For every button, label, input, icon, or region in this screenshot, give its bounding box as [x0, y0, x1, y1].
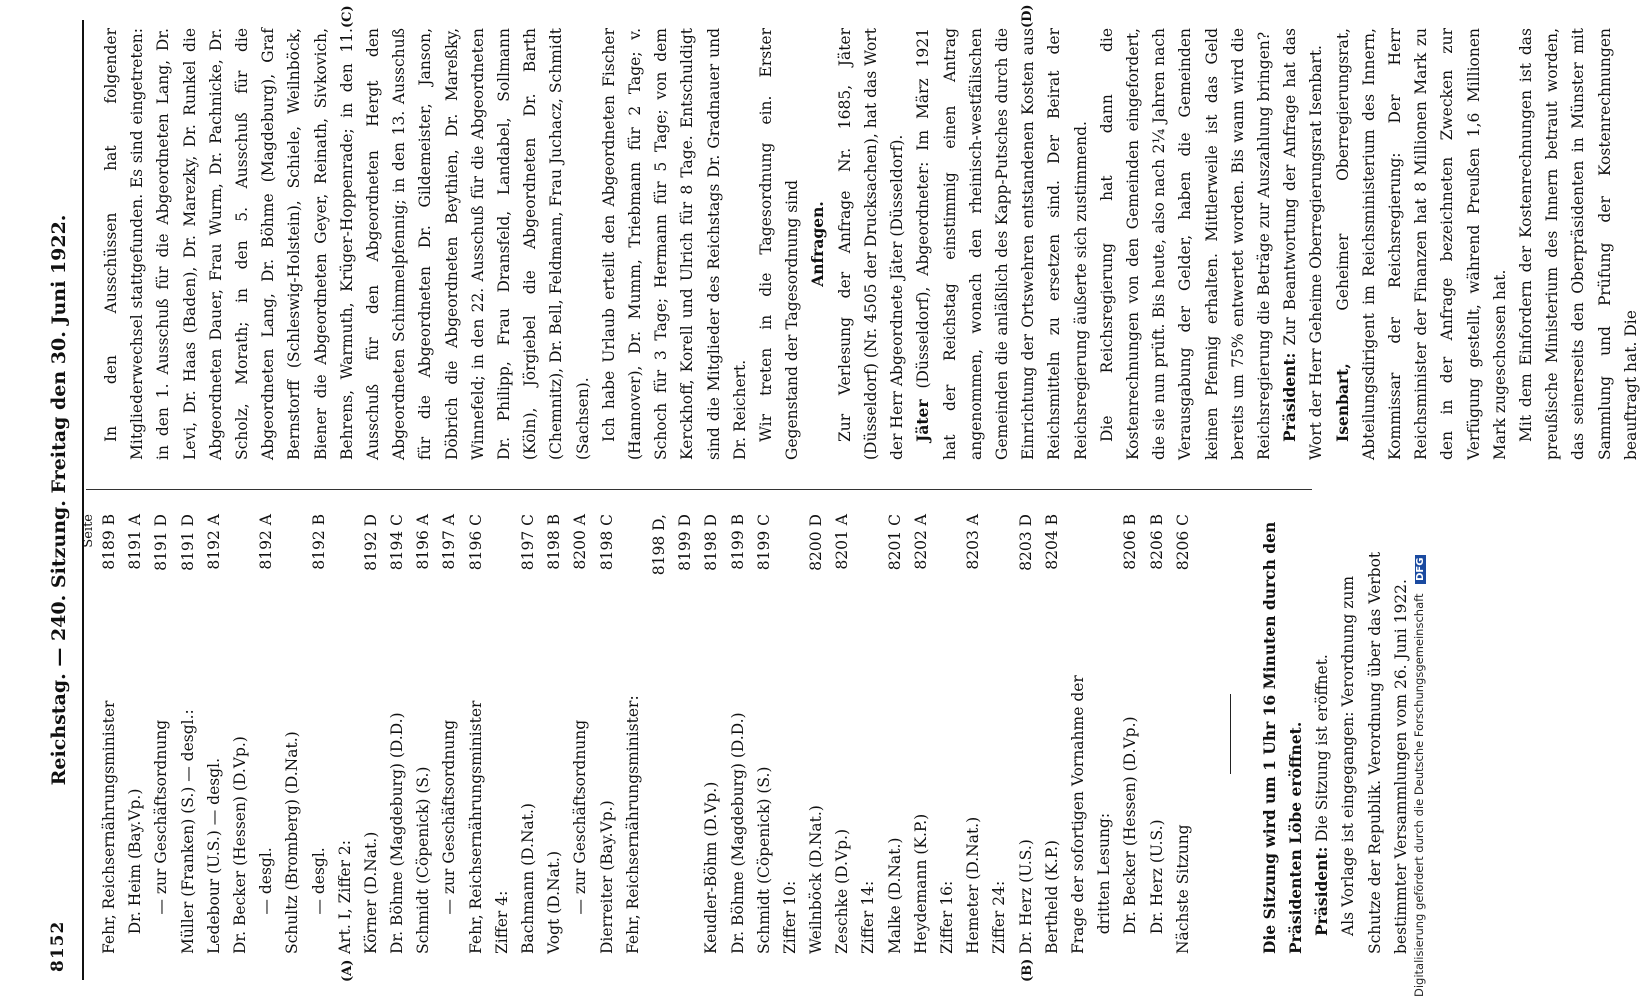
index-entry: Dr. Heim (Bay.Vp.) [126, 788, 145, 954]
index-row [986, 514, 1012, 954]
index-row [908, 514, 934, 954]
index-entry: Art. I, Ziffer 2: [335, 840, 354, 954]
index-row [541, 514, 567, 954]
paragraph-text: In den Ausschüssen hat folgender Mitgliederwechsel stattgefunden. Es sind eingetreten: in den 1. Ausschuß für die Abgeordneten Lang, Dr. Levi, Dr. Haas (Baden), Dr. Marezky, Dr. Runkel die Abgeordneten Dauer, Frau Wurm, Dr. Pachnicke, Dr. Scholz, Morath; in den 5. Ausschuß für die Abgeordneten Lang, Dr. Böhme (Magdeburg), Graf Bernstorff (Schleswig-Holstein), Schiele, Weilnböck, Biener die Abgeordneten Geyer, Reinath, Sivkovich, Behrens, Warmuth, Krüger-Hoppenrade; in den 11. Ausschuß für den Abgeordneten Hergt den Abgeordneten Schimmelpfennig; in den 13. Ausschuß für die Abgeordneten Dr. Gildemeister, Janson, Döbrich die Abgeordneten Beythien, Dr. Mareßky, Winnefeld; in den 22. Ausschuß für die Abgeordneten Dr. Philipp, Frau Dransfeld, Landabel, Sollmann (Köln), Jörgiebel die Abgeordneten Dr. Barth (Chemnitz), Dr. Bell, Feldmann, Frau Juchacz, Schmidt (Sachsen). [102, 28, 592, 460]
paragraph-lead: Anfragen. [808, 201, 828, 287]
dfg-credit-text: Digitalisierung gefördert durch die Deutsche Forschungsgemeinschaft [1412, 593, 1426, 997]
index-entry: Keudler-Böhm (D.Vp.) [702, 781, 721, 954]
index-entry: — desgl. [257, 847, 276, 954]
index-page-ref: 8189 B [100, 514, 118, 570]
index-page-ref: 8198 B [545, 514, 564, 570]
margin-mark-c: (C) [340, 5, 355, 28]
index-row [1091, 514, 1117, 954]
index-entry: Müller (Franken) (S.) — desgl.: [178, 709, 197, 954]
index-row [751, 514, 777, 954]
index-entry: Schmidt (Cöpenick) (S.) [754, 766, 773, 954]
page-number: 8152 [48, 920, 68, 972]
index-entry: Malke (D.Nat.) [885, 837, 904, 954]
index-row [436, 514, 462, 954]
paragraph [1309, 514, 1335, 954]
index-row [646, 514, 672, 954]
paragraph [1094, 28, 1277, 460]
index-page-ref: 8200 D [807, 514, 826, 571]
index-entry: — zur Geschäftsordnung [571, 719, 590, 954]
paragraph-lead: Präsident: [1280, 352, 1300, 442]
index-row [1170, 514, 1196, 954]
index-entry: Zeschke (D.Vp.) [833, 829, 852, 954]
index-row [829, 514, 855, 954]
margin-mark-b: (B) [1020, 958, 1035, 982]
paragraph-text: Mit dem Einfordern der Kostenrechnungen ist das preußische Ministerium des Innern betraut worden, das seinerseits den Oberpräsidenten in Münster mit Sammlung und Prüfung der Kostenrechnungen beauftragt hat. Die [1516, 28, 1640, 460]
index-entry: Dr. Böhme (Magdeburg) (D.D.) [388, 712, 407, 954]
index-entry: Frage der sofortigen Vornahme der [1068, 675, 1087, 954]
index-entry: Hemeter (D.Nat.) [964, 816, 983, 954]
index-entry: — zur Geschäftsordnung [440, 719, 459, 954]
index-entry: Ziffer 14: [859, 880, 878, 954]
dfg-logo: DFG [1415, 555, 1426, 584]
index-entry: Bertheld (K.P.) [1042, 840, 1061, 954]
index-page-ref: 8201 C [885, 514, 904, 571]
dfg-credit [1412, 7, 1426, 997]
paragraph [753, 28, 805, 460]
index-page-ref: 8194 C [388, 514, 407, 571]
index-page-ref: 8201 A [833, 514, 852, 570]
index-entry: Vogt (D.Nat.) [545, 850, 564, 954]
speaker-index [96, 514, 1196, 954]
paragraph-text: Zur Beantwortung der Anfrage hat das Wort der Herr Geheime Oberregierungsrat Isenbart. [1281, 28, 1326, 460]
paragraph [805, 28, 831, 460]
index-entry: Weilnböck (D.Nat.) [807, 805, 826, 954]
index-row [698, 514, 724, 954]
index-entry: Körner (D.Nat.) [361, 831, 380, 954]
index-page-ref: 8191 D [152, 514, 171, 571]
paragraph-text: Geheimer Oberregierungsrat, Abteilungsdirigent im Reichsministerium des Innern, Kommissar der Reichsregierung: Der Herr Reichsminister der Finanzen hat 8 Millionen Mark zu den in der Anfrage bezeichneten Zwecken zur Verfügung gestellt, während Preußen 1,6 Millionen Mark zugeschossen hat. [1333, 28, 1509, 460]
seite-label: Seite [81, 514, 96, 548]
index-entry: Dr. Herz (U.S.) [1016, 839, 1035, 954]
index-row [672, 514, 698, 954]
index-entry: Dr. Böhme (Magdeburg) (D.D.) [728, 712, 747, 954]
index-page-ref: 8202 A [911, 514, 930, 570]
index-page-ref: 8199 B [728, 514, 747, 570]
index-page-ref: 8192 B [309, 514, 328, 570]
index-row [96, 514, 122, 954]
page-title: Reichstag. — 240. Sitzung. Freitag den 30. Juni 1922. [48, 214, 70, 786]
index-row [855, 514, 881, 954]
index-page-ref: 8197 A [440, 514, 459, 570]
index-page-ref: 8200 A [571, 514, 590, 570]
index-row [227, 514, 253, 954]
index-page-ref: 8191 A [126, 514, 145, 570]
index-entry: Ziffer 10: [780, 880, 799, 954]
margin-mark-a: (A) [340, 959, 355, 982]
index-row [1144, 514, 1170, 954]
margin-mark-d: (D) [1020, 4, 1035, 28]
index-entry: Dierreiter (Bay.Vp.) [597, 800, 616, 954]
index-row [253, 514, 279, 954]
index-entry: dritten Lesung: [1095, 812, 1114, 954]
index-page-ref: 8196 C [466, 514, 485, 571]
index-page-ref: 8192 A [204, 514, 223, 570]
paragraph-lead: Jäter [913, 399, 933, 442]
index-row [175, 514, 201, 954]
index-row [1039, 514, 1065, 954]
opening-statement: Die Sitzung wird um 1 Uhr 16 Minuten durch den Präsidenten Löbe eröffnet. [1259, 521, 1306, 954]
index-page-ref: 8206 B [1147, 514, 1166, 570]
index-row [620, 514, 646, 954]
index-entry: Nächste Sitzung [1173, 824, 1192, 954]
index-row [725, 514, 751, 954]
index-row [934, 514, 960, 954]
paragraph [1513, 28, 1644, 460]
index-page-ref: 8199 D [676, 514, 695, 571]
index-entry: Schmidt (Cöpenick) (S.) [414, 766, 433, 954]
index-page-ref: 8192 D [361, 514, 380, 571]
index-entry: Schultz (Bromberg) (D.Nat.) [283, 731, 302, 954]
index-row [1117, 514, 1143, 954]
index-row [279, 514, 305, 954]
index-page-ref: 8196 A [414, 514, 433, 570]
index-row [122, 514, 148, 954]
index-row [567, 514, 593, 954]
index-entry: Dr. Becker (Hessen) (D.Vp.) [230, 736, 249, 954]
index-entry: Fehr, Reichsernährungsminister [466, 700, 485, 954]
index-row [1065, 514, 1091, 954]
index-row [515, 514, 541, 954]
index-page-ref: 8192 A [257, 514, 276, 570]
paragraph-text: Als Vorlage ist eingegangen: Verordnung zum Schutze der Republik. Verordnung über das Verbot bestimmter Versammlungen vom 26. Juni 1922. [1339, 551, 1410, 954]
index-page-ref: 8206 B [1121, 514, 1140, 570]
index-page-ref: 8204 B [1042, 514, 1061, 570]
index-row [384, 514, 410, 954]
index-row [463, 514, 489, 954]
paragraph [98, 28, 596, 460]
paragraph-lead: Präsident: [1312, 846, 1332, 936]
index-row [777, 514, 803, 954]
index-page-ref: 8198 D, [649, 514, 668, 576]
index-entry: Ziffer 4: [492, 890, 511, 954]
paragraph [596, 28, 753, 460]
index-row [148, 514, 174, 954]
index-row [358, 514, 384, 954]
paragraph-lead: Isenbart, [1332, 363, 1352, 442]
paragraph-text: Die Reichsregierung hat dann die Kostenrechnungen von den Gemeinden eingefordert, die sie nun prüft. Bis heute, also nach 2¼ Jahren nach Verausgabung der Gelder, haben die Gemeinden keinen Pfennig erhalten. Mittlerweile ist das Geld bereits um 75% entwertet worden. Bis wann wird die Reichsregierung die Beträge zur Auszahlung bringen? [1097, 28, 1273, 460]
index-entry: — desgl. [309, 847, 328, 954]
index-entry: Fehr, Reichsernährungsminister: [623, 695, 642, 954]
index-entry: Bachmann (D.Nat.) [519, 803, 537, 954]
index-entry: Heydemann (K.P.) [911, 813, 930, 954]
index-row [306, 514, 332, 954]
page-header [48, 20, 78, 980]
index-entry: — zur Geschäftsordnung [152, 719, 171, 954]
index-row [882, 514, 908, 954]
index-entry: Ledebour (U.S.) — desgl. [204, 758, 223, 954]
index-entry: Dr. Becker (Hessen) (D.Vp.) [1121, 716, 1140, 954]
paragraph-text: Wir treten in die Tagesordnung ein. Erster Gegenstand der Tagesordnung sind [757, 28, 802, 460]
index-page-ref: 8203 A [964, 514, 983, 570]
index-row [594, 514, 620, 954]
paragraph [1277, 28, 1329, 460]
index-page-ref: 8198 D [702, 514, 721, 571]
index-page-ref: 8206 C [1173, 514, 1192, 571]
left-paragraphs [1309, 514, 1414, 954]
paragraph-text: (Düsseldorf), Abgeordneter: Im März 1921 hat der Reichstag einstimmig einen Antrag angenommen, wonach den rheinisch-westfälischen Gemeinden die anläßlich des Kapp-Putsches durch die Einrichtung der Ortswehren entstandenen Kosten aus Reichsmitteln zu ersetzen sind. Der Beirat der Reichsregierung äußerte sich zustimmend. [914, 28, 1090, 460]
column-divider [86, 489, 1312, 490]
index-row [489, 514, 515, 954]
index-row [960, 514, 986, 954]
index-entry: Ziffer 16: [938, 880, 956, 954]
index-page-ref: 8199 C [754, 514, 773, 571]
index-page-ref: 8198 C [597, 514, 616, 571]
index-row [332, 514, 358, 954]
paragraph-text: Ich habe Urlaub erteilt den Abgeordneten Fischer (Hannover), Dr. Mumm, Triebmann für 2 Tage; v. Schoch für 3 Tage; Hermann für 5 Tage; von dem Kerckhoff, Korell und Ulrich für 8 Tage. Entschuldigt sind die Mitglieder des Reichstags Dr. Gradnauer und Dr. Reichert. [599, 28, 749, 460]
index-row [410, 514, 436, 954]
index-entry: Dr. Herz (U.S.) [1147, 819, 1166, 954]
index-page-ref: 8191 D [178, 514, 197, 571]
paragraph [910, 28, 1093, 460]
index-row [201, 514, 227, 954]
paragraph-text: Zur Verlesung der Anfrage Nr. 1685, Jäter (Düsseldorf) (Nr. 4505 der Drucksachen), hat das Wort der Herr Abgeordnete Jäter (Düsseldorf). [835, 28, 907, 460]
index-row [1013, 514, 1039, 954]
paragraph [832, 28, 911, 460]
index-entry: Ziffer 24: [990, 880, 1009, 954]
index-page-ref: 8197 C [519, 514, 537, 571]
paragraph-text: Die Sitzung ist eröffnet. [1313, 654, 1332, 847]
index-entry: Fehr, Reichsernährungsminister [100, 700, 118, 954]
left-column [81, 514, 1414, 954]
paragraph [1335, 514, 1414, 954]
index-page-ref: 8203 D [1016, 514, 1035, 571]
section-rule [1230, 694, 1231, 774]
index-row [803, 514, 829, 954]
